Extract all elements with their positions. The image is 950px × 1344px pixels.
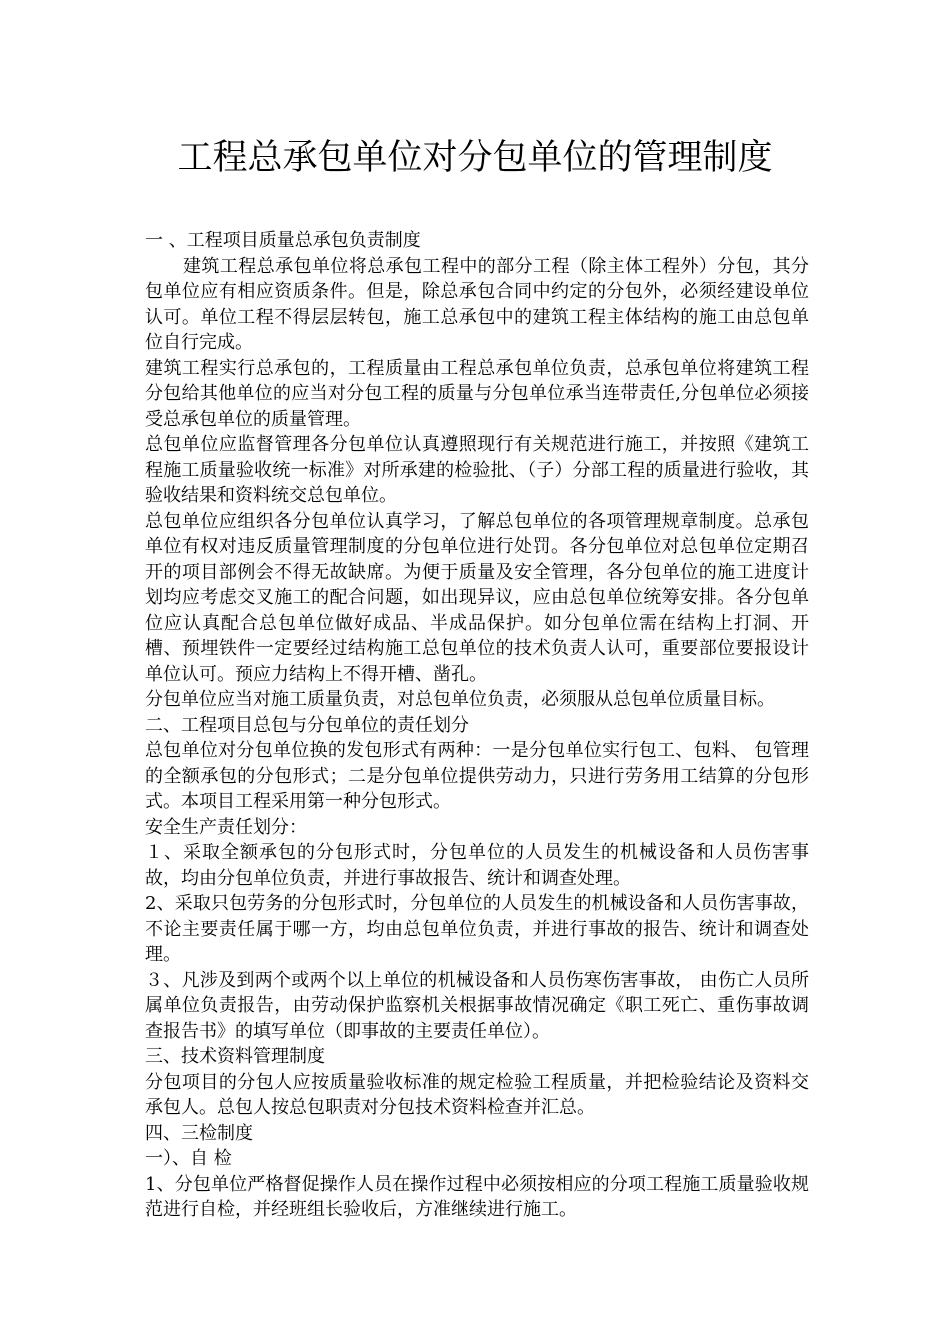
paragraph: 建筑工程实行总承包的，工程质量由工程总承包单位负责，总承包单位将建筑工程分包给其他单位的应当对分包工程的质量与分包单位承当连带责任,分包单位必须接受总承包单位的质量管理。 [145, 357, 809, 430]
subsection-heading: 一）、自 检 [145, 1148, 232, 1169]
section-heading-1: 一 、工程项目质量总承包负责制度 [145, 230, 421, 251]
paragraph: 分包项目的分包人应按质量验收标准的规定检验工程质量，并把检验结论及资料交承包人。总包人按总包职责对分包技术资料检查并汇总。 [145, 1071, 809, 1118]
paragraph: 建筑工程总承包单位将总承包工程中的部分工程（除主体工程外）分包，其分包单位应有相应资质条件。但是，除总承包合同中约定的分包外，必须经建设单位认可。单位工程不得层层转包，施工总承包中的建筑工程主体结构的施工由总包单位自行完成。 [145, 255, 809, 353]
document-title: 工程总承包单位对分包单位的管理制度 [177, 138, 773, 178]
list-item: 2、采取只包劳务的分包形式时，分包单位的人员发生的机械设备和人员伤害事故，不论主要责任属于哪一方，均由总包单位负责，并进行事故的报告、统计和调查处理。 [145, 893, 809, 965]
section-heading-4: 四、三检制度 [145, 1122, 253, 1144]
paragraph: 总包单位应组织各分包单位认真学习，了解总包单位的各项管理规章制度。总承包单位有权对违反质量管理制度的分包单位进行处罚。各分包单位对总包单位定期召开的项目部例会不得无故缺席。为便于质量及安全管理，各分包单位的施工进度计划均应考虑交叉施工的配合问题，如出现异议，应由总包单位统筹安排。各分包单位应认真配合总包单位做好成品、半成品保护。如分包单位需在结构上打洞、开槽、预埋铁件一定要经过结构施工总包单位的技术负责人认可，重要部位要报设计单位认可。预应力结构上不得开槽、凿孔。 [145, 510, 809, 685]
section-heading-3: 三、技术资料管理制度 [145, 1046, 325, 1067]
paragraph: 分包单位应当对施工质量负责，对总包单位负责，必须服从总包单位质量目标。 [145, 689, 775, 710]
document-body [145, 228, 809, 1223]
paragraph: 总包单位应监督管理各分包单位认真遵照现行有关规范进行施工，并按照《建筑工程施工质量验收统一标准》对所承建的检验批、（子）分部工程的质量进行验收，其验收结果和资料统交总包单位。 [145, 434, 809, 506]
paragraph: 总包单位对分包单位换的发包形式有两种：一是分包单位实行包工、包料、 包管理的全额承包的分包形式；二是分包单位提供劳动力，只进行劳务用工结算的分包形式。本项目工程采用第一种分包形式。 [145, 740, 809, 812]
list-item: 1、分包单位严格督促操作人员在操作过程中必须按相应的分项工程施工质量验收规范进行自检，并经班组长验收后，方准继续进行施工。 [145, 1173, 809, 1220]
list-item: １、采取全额承包的分包形式时，分包单位的人员发生的机械设备和人员伤害事故，均由分包单位负责，并进行事故报告、统计和调查处理。 [145, 842, 809, 889]
list-item: ３、凡涉及到两个或两个以上单位的机械设备和人员伤寒伤害事故， 由伤亡人员所属单位负责报告，由劳动保护监察机关根据事故情况确定《职工死亡、重伤事故调查报告书》的填写单位（即事故的主要责任单位）。 [145, 969, 809, 1042]
section-heading-2: 二、工程项目总包与分包单位的责任划分 [145, 714, 469, 736]
paragraph: 安全生产责任划分： [145, 816, 307, 838]
